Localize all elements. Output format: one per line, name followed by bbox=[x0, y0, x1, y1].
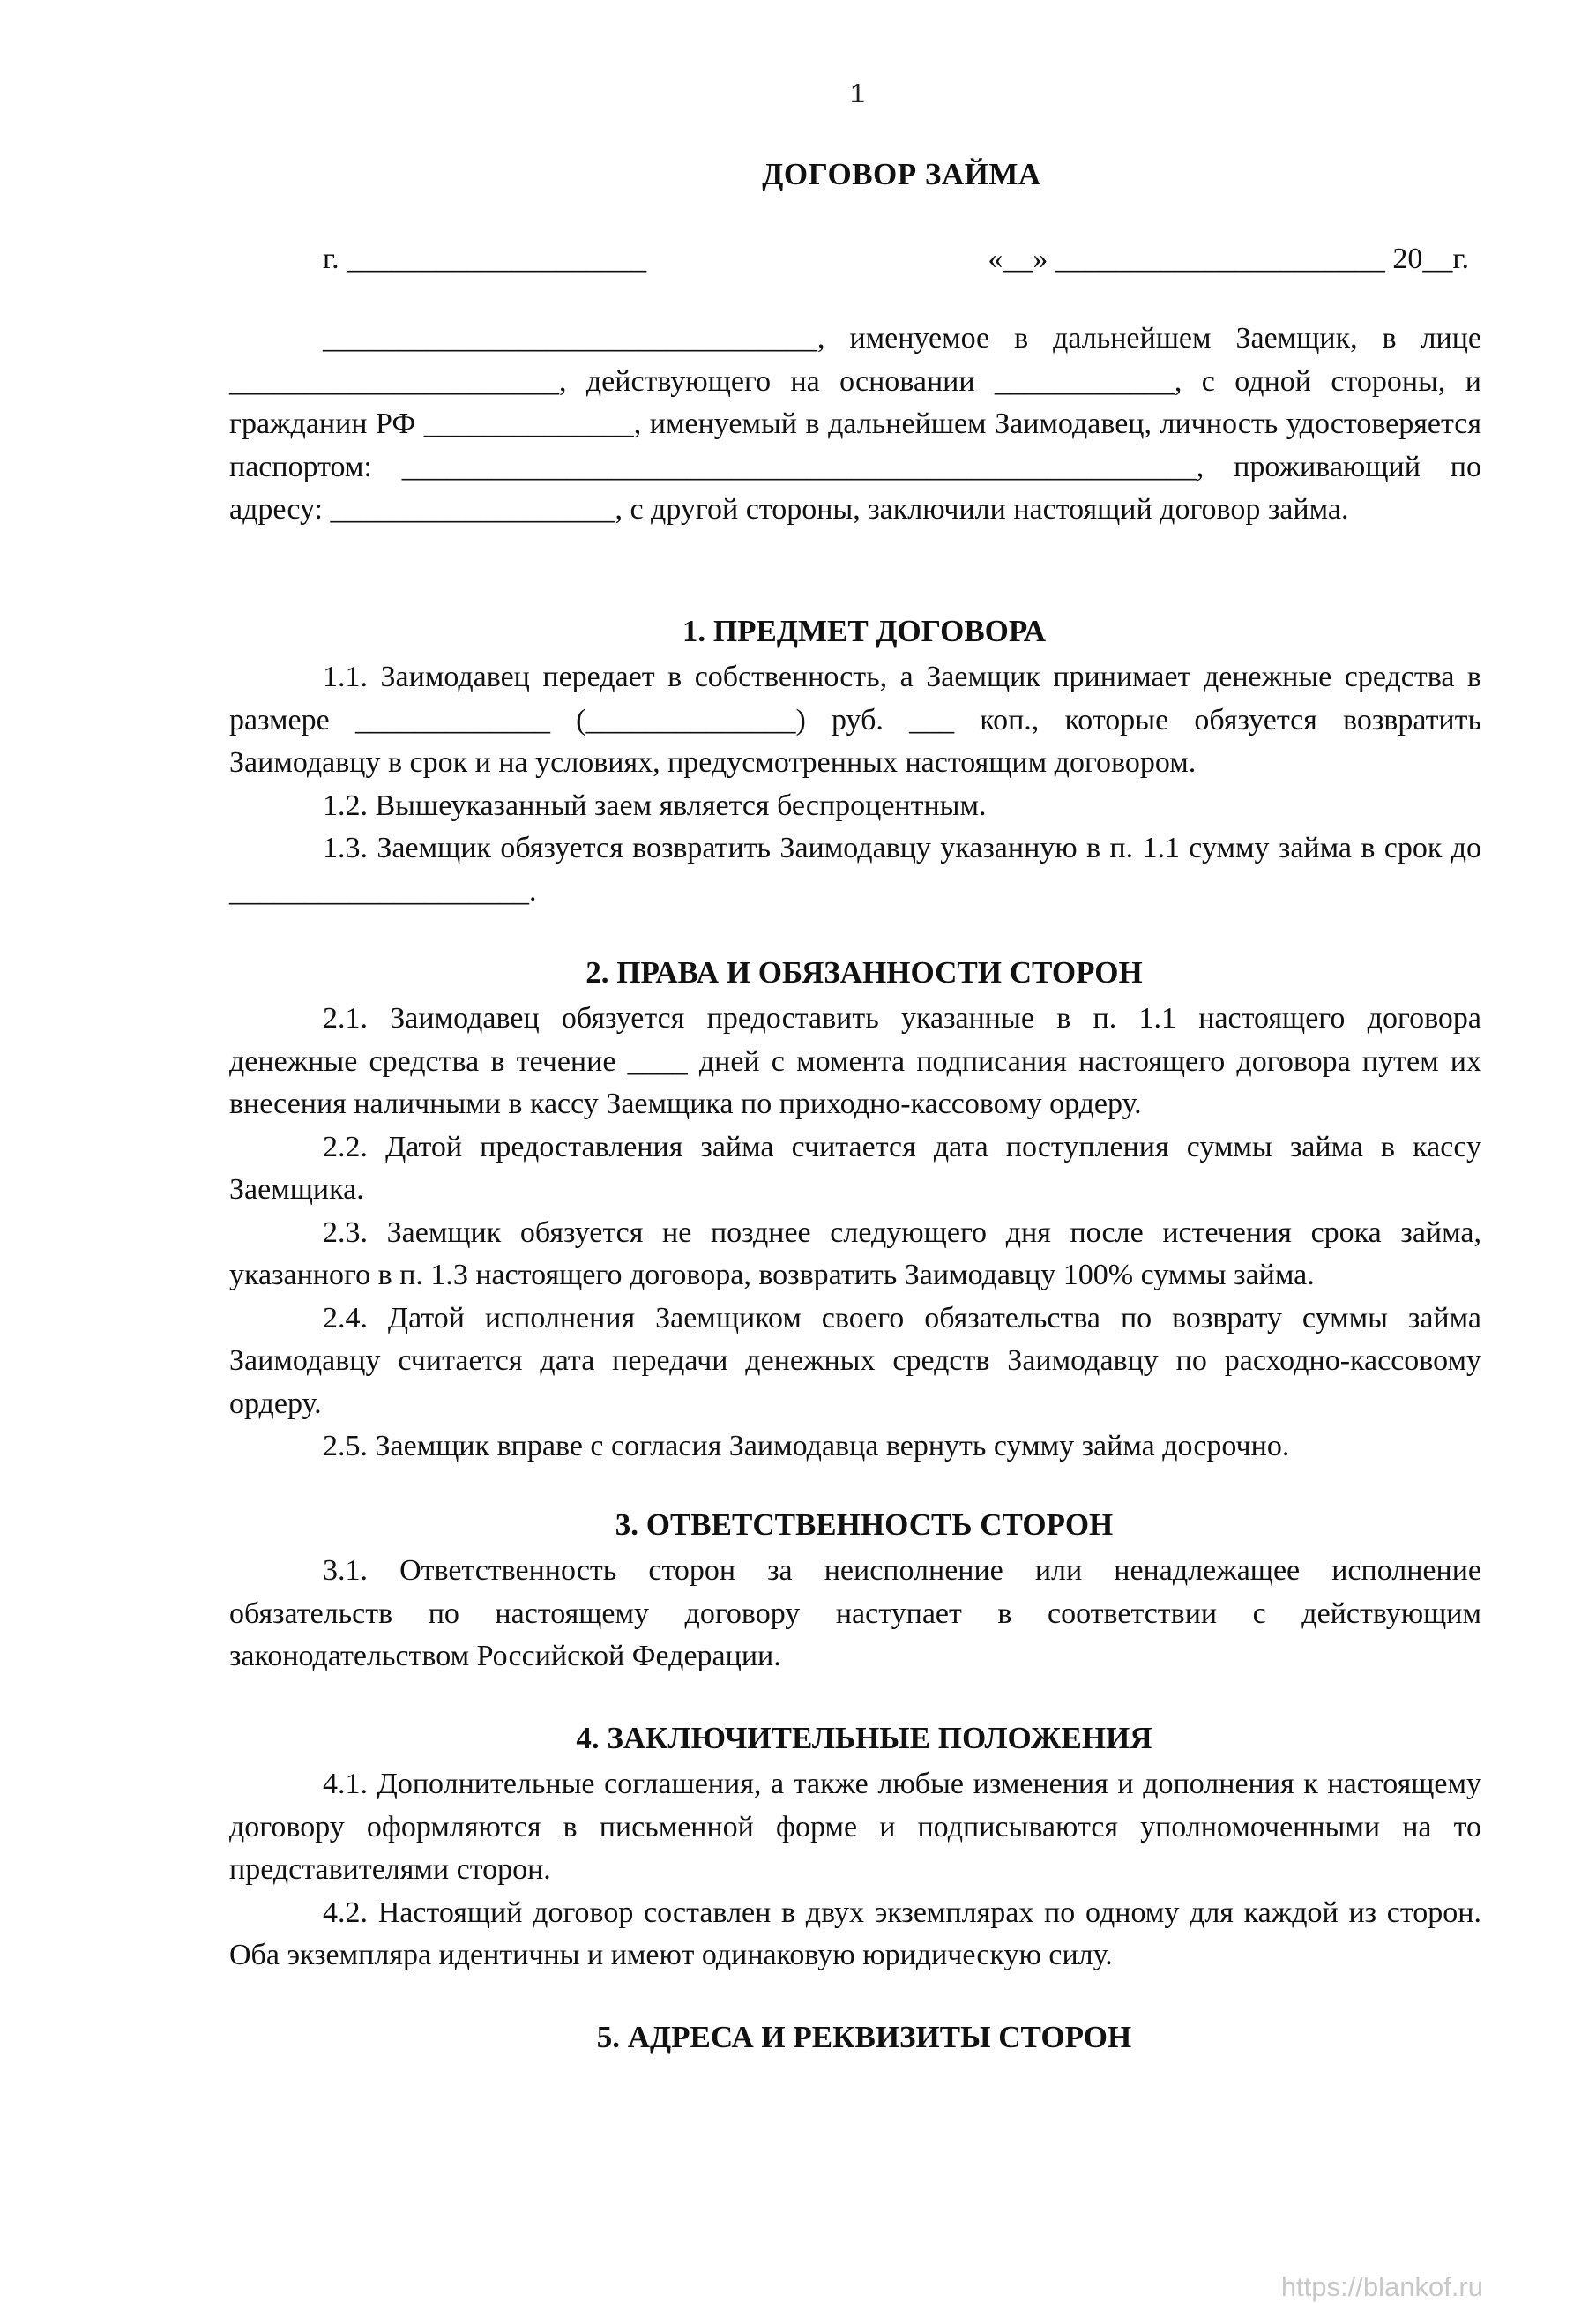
clause-2-4: 2.4. Датой исполнения Заемщиком своего обязательства по возврату суммы займа Заимодавцу считается дата передачи денежных средств Заимодавцу по расходно-кассовому ордеру. bbox=[229, 1301, 1481, 1420]
page-number: 1 bbox=[849, 78, 866, 108]
document-title: ДОГОВОР ЗАЙМА bbox=[762, 157, 1041, 191]
intro-block bbox=[229, 318, 1481, 532]
section-4 bbox=[229, 1717, 1481, 1978]
clause-2-1: 2.1. Заимодавец обязуется предоставить указанные в п. 1.1 настоящего договора денежные средства в течение ____ дней с момента подписания настоящего договора путем их внесения наличными в кассу Заемщика по приходно-кассовому ордеру. bbox=[229, 1002, 1481, 1120]
place-date-line bbox=[323, 243, 1469, 281]
section-2 bbox=[229, 952, 1481, 1469]
clause-4-2: 4.2. Настоящий договор составлен в двух экземплярах по одному для каждой из сторон. Оба экземпляра идентичны и имеют одинаковую юридическую силу. bbox=[229, 1895, 1481, 1971]
clause-1-1: 1.1. Заимодавец передает в собственность, а Заемщик принимает денежные средства в размере _____________ (______________) руб. ___ коп., которые обязуется возвратить Заимодавцу в срок и на условиях, предусмотренных настоящим договором. bbox=[229, 661, 1481, 779]
section-heading: 3. ОТВЕТСТВЕННОСТЬ СТОРОН bbox=[615, 1507, 1114, 1542]
clause-2-3: 2.3. Заемщик обязуется не позднее следующего дня после истечения срока займа, указанного в п. 1.3 настоящего договора, возвратить Заимодавцу 100% суммы займа. bbox=[229, 1215, 1481, 1291]
clause-2-5: 2.5. Заемщик вправе с согласия Заимодавца вернуть сумму займа досрочно. bbox=[323, 1430, 1290, 1462]
clause-3-1: 3.1. Ответственность сторон за неисполнение или ненадлежащее исполнение обязательств по настоящему договору наступает в соответствии с действующим законодательством Российской Федерации. bbox=[229, 1554, 1481, 1672]
section-1 bbox=[229, 610, 1481, 913]
watermark-link[interactable]: https://blankof.ru bbox=[1280, 2271, 1483, 2302]
section-heading: 5. АДРЕСА И РЕКВИЗИТЫ СТОРОН bbox=[596, 2020, 1132, 2054]
clause-1-2: 1.2. Вышеуказанный заем является беспроцентным. bbox=[323, 789, 987, 822]
section-heading: 1. ПРЕДМЕТ ДОГОВОРА bbox=[682, 614, 1047, 648]
section-heading: 2. ПРАВА И ОБЯЗАННОСТИ СТОРОН bbox=[585, 955, 1143, 990]
city-field: г. ____________________ bbox=[323, 243, 647, 275]
intro-paragraph: _________________________________, именуемое в дальнейшем Заемщик, в лице ______________________, действующего на основании ____________, с одной стороны, и гражданин РФ ______________, именуемый в дальнейшем Заимодавец, личность удостоверяется паспортом: _____________________________________________________, проживающий по адресу: ___________________, с другой стороны, заключили настоящий договор займа. bbox=[229, 322, 1481, 526]
date-field: «__» ______________________ 20__г. bbox=[988, 243, 1469, 275]
clause-2-2: 2.2. Датой предоставления займа считается дата поступления суммы займа в кассу Заемщика. bbox=[229, 1130, 1481, 1206]
section-5 bbox=[229, 2016, 1481, 2062]
section-3 bbox=[229, 1504, 1481, 1679]
section-heading: 4. ЗАКЛЮЧИТЕЛЬНЫЕ ПОЛОЖЕНИЯ bbox=[576, 1721, 1152, 1755]
clause-1-3: 1.3. Заемщик обязуется возвратить Заимодавцу указанную в п. 1.1 сумму займа в срок до ____________________. bbox=[229, 832, 1481, 908]
clause-4-1: 4.1. Дополнительные соглашения, а также любые изменения и дополнения к настоящему договору оформляются в письменной форме и подписываются уполномоченными на то представителями сторон. bbox=[229, 1768, 1481, 1886]
